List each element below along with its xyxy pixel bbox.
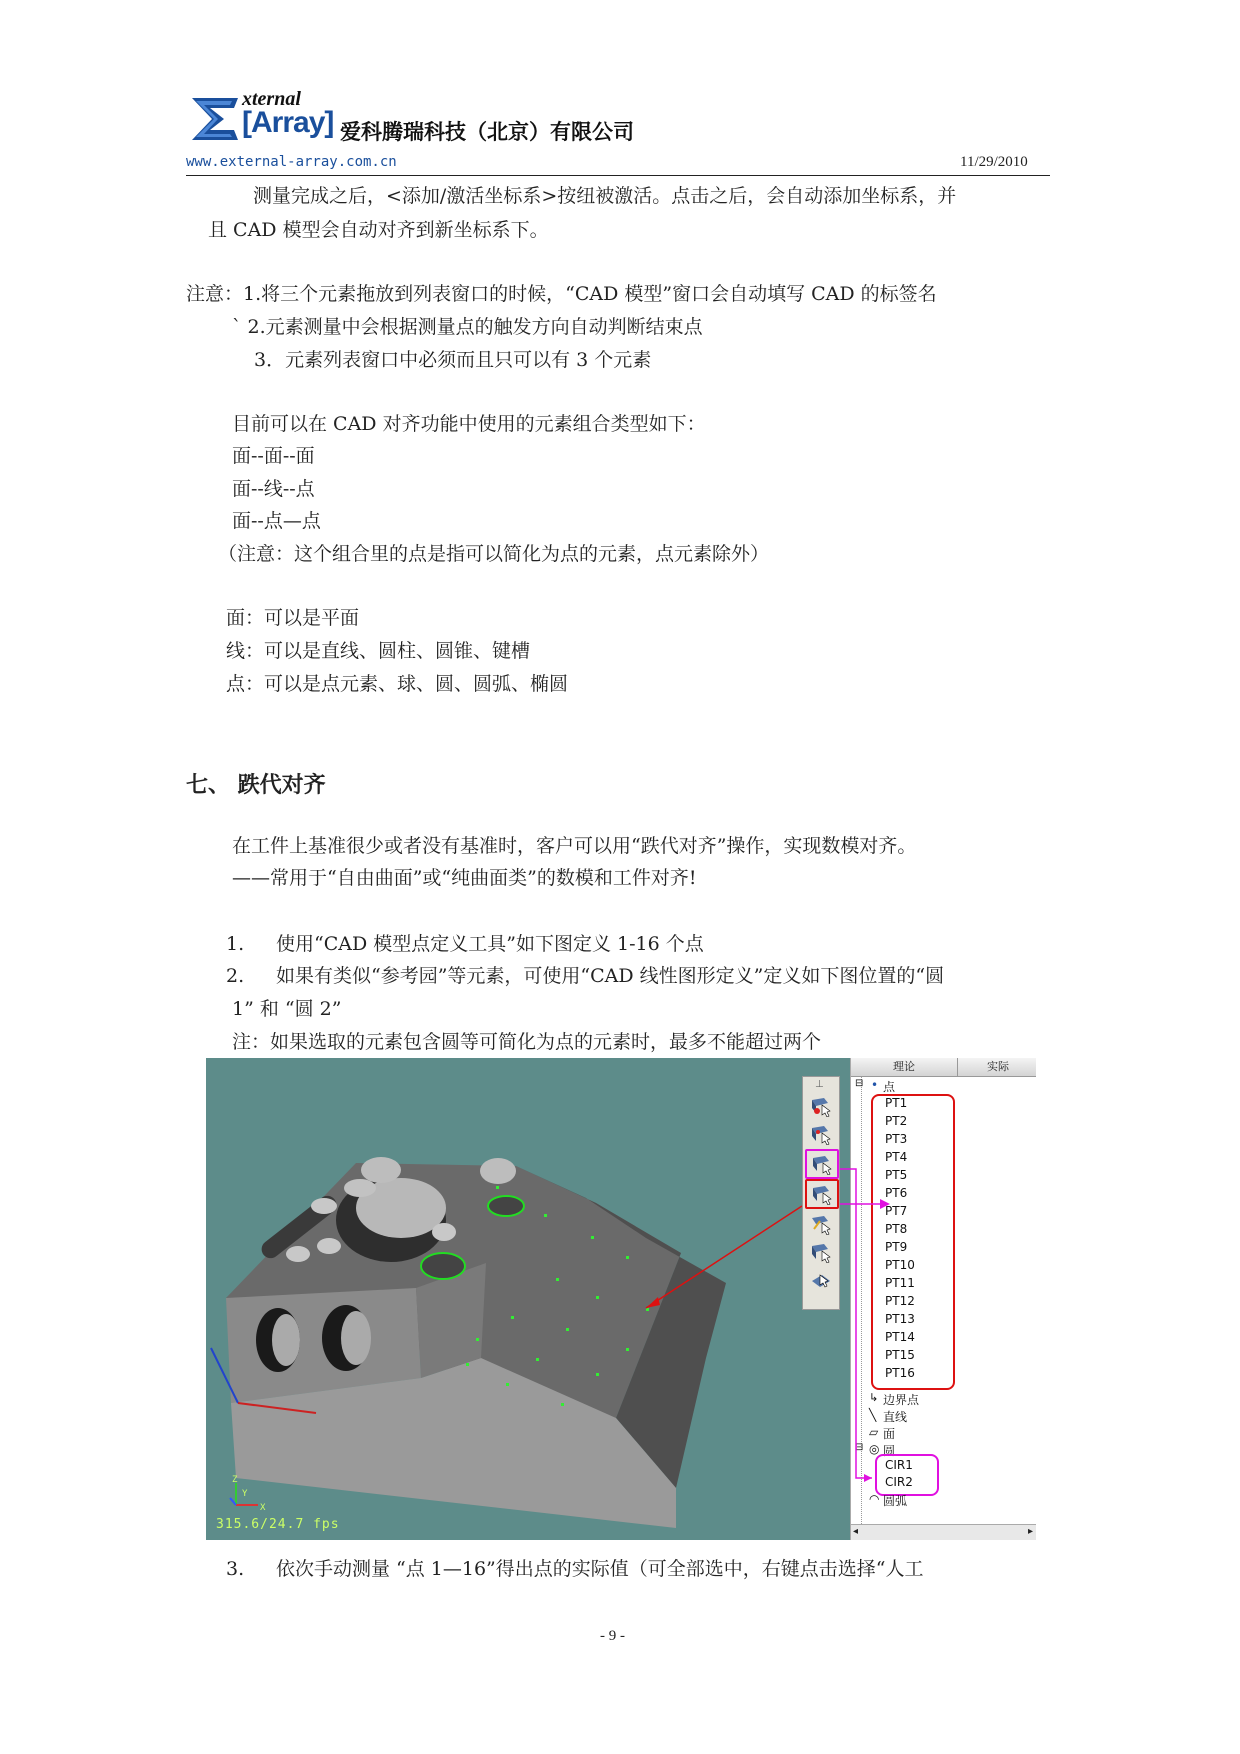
axis-x-label: X: [260, 1503, 266, 1513]
tree-leaf-point[interactable]: PT5: [885, 1168, 908, 1182]
tree-leaf-point[interactable]: PT14: [885, 1330, 915, 1344]
expand-toggle-icon[interactable]: ⊟: [855, 1442, 864, 1453]
list-number: 1.: [226, 933, 245, 955]
tree-leaf-point[interactable]: PT4: [885, 1150, 908, 1164]
point-node-icon: •: [871, 1078, 879, 1092]
note-line: 注意：1.将三个元素拖放到列表窗口的时候，“CAD 模型”窗口会自动填写 CAD 的标签名: [186, 283, 937, 305]
tree-leaf-point[interactable]: PT1: [885, 1096, 908, 1110]
tree-leaf-point[interactable]: PT15: [885, 1348, 915, 1362]
header-divider: [186, 175, 1050, 176]
list-item: 如果有类似“参考园”等元素，可使用“CAD 线性图形定义”定义如下图位置的“圆: [276, 965, 945, 987]
header-url-link[interactable]: www.external-array.com.cn: [186, 154, 397, 170]
expand-toggle-icon[interactable]: ⊟: [855, 1078, 864, 1089]
tree-leaf-point[interactable]: PT13: [885, 1312, 915, 1326]
page-number: - 9 -: [600, 1628, 625, 1644]
tree-leaf-cir1[interactable]: CIR1: [885, 1458, 913, 1472]
tree-leaf-point[interactable]: PT8: [885, 1222, 908, 1236]
tree-leaf-point[interactable]: PT6: [885, 1186, 908, 1200]
header-date: 11/29/2010: [960, 154, 1028, 170]
combo-item: 面--面--面: [232, 445, 315, 467]
tree-node-plane[interactable]: 面: [883, 1427, 896, 1441]
magenta-connectors: [206, 1058, 1036, 1540]
tree-leaf-point[interactable]: PT3: [885, 1132, 908, 1146]
section-heading: 七、 跌代对齐: [186, 773, 326, 798]
tree-leaf-cir2[interactable]: CIR2: [885, 1475, 913, 1489]
cad-screenshot: [206, 1058, 1036, 1540]
list-item: 依次手动测量 “点 1—16”得出点的实际值（可全部选中，右键点击选择“人工: [276, 1558, 924, 1580]
logo-text-small: xternal: [242, 88, 301, 110]
combo-note: （注意：这个组合里的点是指可以简化为点的元素，点元素除外）: [218, 543, 770, 565]
tree-leaf-point[interactable]: PT10: [885, 1258, 915, 1272]
axis-z-label: Z: [232, 1475, 238, 1485]
note-line: ` 2.元素测量中会根据测量点的触发方向自动判断结束点: [232, 316, 703, 338]
tree-leaf-point[interactable]: PT12: [885, 1294, 915, 1308]
paragraph-line: 且 CAD 模型会自动对齐到新坐标系下。: [208, 219, 549, 241]
tree-node-line[interactable]: 直线: [883, 1410, 908, 1424]
definition-line: 点：可以是点元素、球、圆、圆弧、椭圆: [226, 673, 569, 695]
company-logo: [190, 88, 750, 150]
arc-icon: ◠: [869, 1492, 880, 1506]
plane-icon: ▱: [869, 1425, 879, 1439]
boundary-point-icon: ↳: [869, 1391, 879, 1404]
tree-leaf-point[interactable]: PT2: [885, 1114, 908, 1128]
list-note: 注：如果选取的元素包含圆等可简化为点的元素时，最多不能超过两个: [232, 1031, 822, 1053]
tree-leaf-point[interactable]: PT7: [885, 1204, 908, 1218]
sigma-logo-icon: [190, 96, 240, 142]
tree-node-arc[interactable]: 圆弧: [883, 1494, 908, 1508]
scroll-right-icon[interactable]: ▸: [1027, 1526, 1033, 1537]
tree-node-circle[interactable]: 圆: [883, 1444, 896, 1458]
paragraph-line: 在工件上基准很少或者没有基准时，客户可以用“跌代对齐”操作，实现数模对齐。: [232, 835, 917, 857]
tree-leaf-point[interactable]: PT9: [885, 1240, 908, 1254]
list-item: 使用“CAD 模型点定义工具”如下图定义 1-16 个点: [276, 933, 704, 955]
definition-line: 面：可以是平面: [226, 607, 360, 629]
toolbar-grip-icon: ⊥: [815, 1079, 824, 1090]
combo-item: 面--线--点: [232, 478, 315, 500]
column-header-actual[interactable]: 实际: [957, 1058, 1036, 1077]
list-number: 2.: [226, 965, 245, 987]
list-item-continued: 1” 和 “圆 2”: [232, 998, 342, 1020]
tree-leaf-point[interactable]: PT11: [885, 1276, 915, 1290]
paragraph-line: 测量完成之后，<添加/激活坐标系>按纽被激活。点击之后，会自动添加坐标系，并: [253, 185, 957, 207]
company-name: 爱科腾瑞科技（北京）有限公司: [340, 120, 634, 144]
tree-node-boundary-point[interactable]: 边界点: [883, 1393, 920, 1407]
line-icon: ╲: [869, 1408, 877, 1422]
definition-line: 线：可以是直线、圆柱、圆锥、键槽: [226, 640, 531, 662]
circle-icon: ◎: [869, 1442, 880, 1456]
logo-text-brand: [Array]: [242, 106, 334, 139]
axis-y-label: Y: [242, 1489, 248, 1499]
scroll-left-icon[interactable]: ◂: [853, 1526, 859, 1537]
fps-readout: 315.6/24.7 fps: [216, 1517, 340, 1532]
list-number: 3.: [226, 1558, 245, 1580]
tree-node-points[interactable]: 点: [883, 1080, 896, 1094]
combo-item: 面--点—点: [232, 510, 321, 532]
tree-leaf-point[interactable]: PT16: [885, 1366, 915, 1380]
paragraph-line: ——常用于“自由曲面”或“纯曲面类”的数模和工件对齐!: [232, 867, 697, 889]
note-line: 3．元素列表窗口中必须而且只可以有 3 个元素: [254, 349, 652, 371]
column-header-theory[interactable]: 理论: [851, 1058, 957, 1077]
combo-intro: 目前可以在 CAD 对齐功能中使用的元素组合类型如下：: [232, 413, 706, 435]
